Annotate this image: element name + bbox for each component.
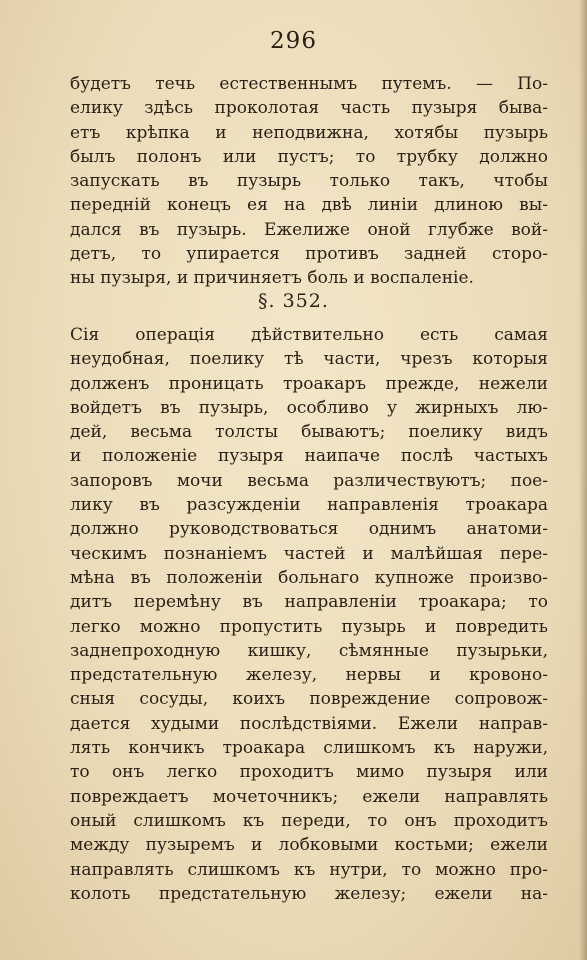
text-line: дей, весьма толсты бываютъ; поелику видъ — [70, 422, 548, 443]
text-line: ны пузыря, и причиняетъ боль и воспаленіе. — [70, 268, 474, 289]
text-line: запускать въ пузырь только такъ, чтобы — [70, 171, 548, 192]
text-line: и положеніе пузыря наипаче послѣ частыхъ — [70, 446, 548, 467]
text-line: сныя сосуды, коихъ повреждение сопровож- — [70, 689, 548, 710]
text-line: неудобная, поелику тѣ части, чрезъ которыя — [70, 349, 548, 370]
text-line: детъ, то упирается противъ задней сторо- — [70, 244, 548, 265]
text-line: предстательную железу, нервы и кровоно- — [70, 665, 548, 686]
text-line: запоровъ мочи весьма различествуютъ; пое- — [70, 470, 548, 491]
text-line: направлять слишкомъ къ нутри, то можно про- — [70, 859, 548, 880]
text-line: елику здѣсь проколотая часть пузыря быва- — [70, 98, 548, 119]
text-line: долженъ проницать троакаръ прежде, нежели — [70, 373, 548, 394]
text-line: лять кончикъ троакара слишкомъ къ наружи, — [70, 738, 548, 759]
text-line: то онъ легко проходитъ мимо пузыря или — [70, 762, 548, 783]
text-line: передній конецъ ея на двѣ линіи длиною вы- — [70, 195, 548, 216]
text-line: былъ полонъ или пустъ; то трубку должно — [70, 146, 548, 167]
section-heading: §. 352. — [258, 290, 329, 312]
page-number: 296 — [270, 28, 317, 54]
text-line: должно руководствоваться однимъ анатоми- — [70, 519, 548, 540]
text-line: легко можно пропустить пузырь и повредить — [70, 616, 548, 637]
text-line: Сія операція дѣйствительно есть самая — [70, 325, 548, 345]
text-line: дитъ перемѣну въ направленіи троакара; то — [70, 592, 548, 613]
text-line: оный слишкомъ къ переди, то онъ проходитъ — [70, 810, 548, 831]
text-line: колоть предстательную железу; ежели на- — [70, 883, 548, 904]
text-line: повреждаетъ мочеточникъ; ежели направлять — [70, 786, 548, 807]
text-line: войдетъ въ пузырь, особливо у жирныхъ лю- — [70, 397, 548, 418]
text-line: ческимъ познаніемъ частей и малѣйшая пере- — [70, 543, 548, 564]
text-line: будетъ течь естественнымъ путемъ. — По- — [70, 74, 548, 94]
paragraph-continuation — [70, 72, 548, 291]
text-line: мѣна въ положеніи больнаго купноже произво- — [70, 567, 548, 588]
text-line: лику въ разсужденіи направленія троакара — [70, 495, 548, 516]
paragraph-section-352 — [70, 323, 548, 906]
text-line: дается худыми послѣдствіями. Ежели направ- — [70, 713, 548, 734]
text-line: етъ крѣпка и неподвижна, хотябы пузырь — [70, 122, 548, 143]
page-edge-shadow — [579, 0, 587, 960]
text-line: дался въ пузырь. Ежелиже оной глубже вой- — [70, 219, 548, 240]
text-line: заднепроходную кишку, сѣмянные пузырьки, — [70, 640, 548, 661]
text-line: между пузыремъ и лобковыми костьми; ежели — [70, 835, 548, 856]
